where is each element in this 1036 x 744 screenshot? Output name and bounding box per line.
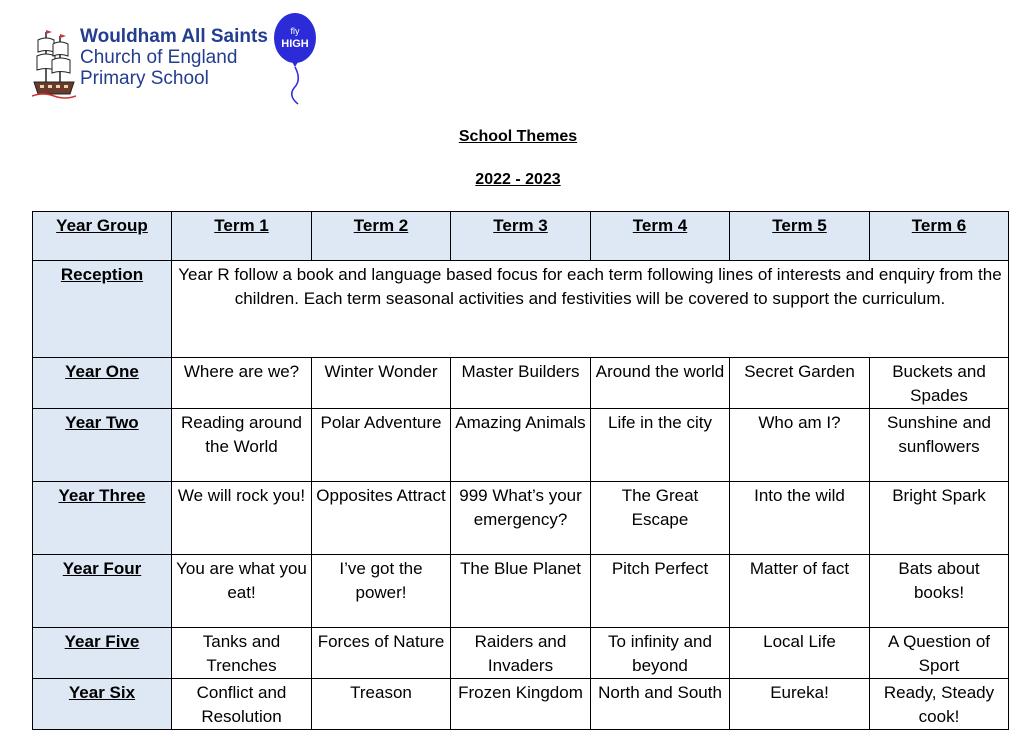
- theme-cell: Bats about books!: [870, 555, 1009, 628]
- theme-cell: Local Life: [730, 628, 870, 679]
- theme-cell: Secret Garden: [730, 358, 870, 409]
- year-group-cell: Year Six: [33, 679, 172, 730]
- header-term-2: Term 2: [312, 212, 451, 261]
- theme-cell: Buckets and Spades: [870, 358, 1009, 409]
- ship-icon: [32, 26, 76, 100]
- theme-cell: Polar Adventure: [312, 409, 451, 482]
- theme-cell: 999 What’s your emergency?: [451, 482, 591, 555]
- theme-cell: Amazing Animals: [451, 409, 591, 482]
- table-row-year-three: [33, 482, 1009, 555]
- header-term-1: Term 1: [172, 212, 312, 261]
- table-row-year-one: [33, 358, 1009, 409]
- table-row-year-six: [33, 679, 1009, 730]
- theme-cell: Treason: [312, 679, 451, 730]
- theme-cell: To infinity and beyond: [591, 628, 730, 679]
- header-year-group: Year Group: [33, 212, 172, 261]
- table-header-row: [33, 212, 1009, 261]
- balloon-text-fly: fly: [290, 26, 300, 36]
- theme-cell: Sunshine and sunflowers: [870, 409, 1009, 482]
- balloon-text-high: HIGH: [281, 38, 309, 50]
- table-row-year-four: [33, 555, 1009, 628]
- table-row-year-two: [33, 409, 1009, 482]
- year-group-cell: Year Five: [33, 628, 172, 679]
- theme-cell: Raiders and Invaders: [451, 628, 591, 679]
- year-group-cell: Year Two: [33, 409, 172, 482]
- header-term-6: Term 6: [870, 212, 1009, 261]
- school-name-line3: Primary School: [80, 68, 209, 89]
- theme-cell: Tanks and Trenches: [172, 628, 312, 679]
- theme-cell: Around the world: [591, 358, 730, 409]
- theme-cell: Conflict and Resolution: [172, 679, 312, 730]
- theme-cell: Bright Spark: [870, 482, 1009, 555]
- header-term-5: Term 5: [730, 212, 870, 261]
- theme-cell: The Blue Planet: [451, 555, 591, 628]
- theme-cell: The Great Escape: [591, 482, 730, 555]
- year-group-cell: Year Three: [33, 482, 172, 555]
- theme-cell: Reading around the World: [172, 409, 312, 482]
- theme-cell: A Question of Sport: [870, 628, 1009, 679]
- school-name-line1: Wouldham All Saints: [80, 26, 268, 47]
- theme-cell: Life in the city: [591, 409, 730, 482]
- theme-cell: You are what you eat!: [172, 555, 312, 628]
- school-name-line2: Church of England: [80, 47, 238, 68]
- theme-cell: North and South: [591, 679, 730, 730]
- balloon-icon: [272, 12, 318, 106]
- page-subtitle-year: 2022 - 2023: [475, 171, 561, 188]
- table-row-year-five: [33, 628, 1009, 679]
- reception-description: Year R follow a book and language based focus for each term following lines of interests and enquiry from the children. Each term seasonal activities and festivities will be covered to support the curriculum.: [172, 261, 1009, 358]
- page-title: School Themes: [458, 128, 578, 145]
- school-logo: [28, 10, 358, 105]
- header-term-3: Term 3: [451, 212, 591, 261]
- header-term-4: Term 4: [591, 212, 730, 261]
- school-name: [80, 26, 268, 89]
- theme-cell: Who am I?: [730, 409, 870, 482]
- theme-cell: Matter of fact: [730, 555, 870, 628]
- theme-cell: I’ve got the power!: [312, 555, 451, 628]
- year-group-cell: Year Four: [33, 555, 172, 628]
- theme-cell: Frozen Kingdom: [451, 679, 591, 730]
- table-row-reception: [33, 261, 1009, 358]
- theme-cell: We will rock you!: [172, 482, 312, 555]
- theme-cell: Eureka!: [730, 679, 870, 730]
- theme-cell: Pitch Perfect: [591, 555, 730, 628]
- themes-table: [32, 211, 1009, 730]
- theme-cell: Into the wild: [730, 482, 870, 555]
- theme-cell: Opposites Attract: [312, 482, 451, 555]
- year-group-cell: Reception: [33, 261, 172, 358]
- year-group-cell: Year One: [33, 358, 172, 409]
- theme-cell: Forces of Nature: [312, 628, 451, 679]
- theme-cell: Master Builders: [451, 358, 591, 409]
- theme-cell: Winter Wonder: [312, 358, 451, 409]
- theme-cell: Ready, Steady cook!: [870, 679, 1009, 730]
- theme-cell: Where are we?: [172, 358, 312, 409]
